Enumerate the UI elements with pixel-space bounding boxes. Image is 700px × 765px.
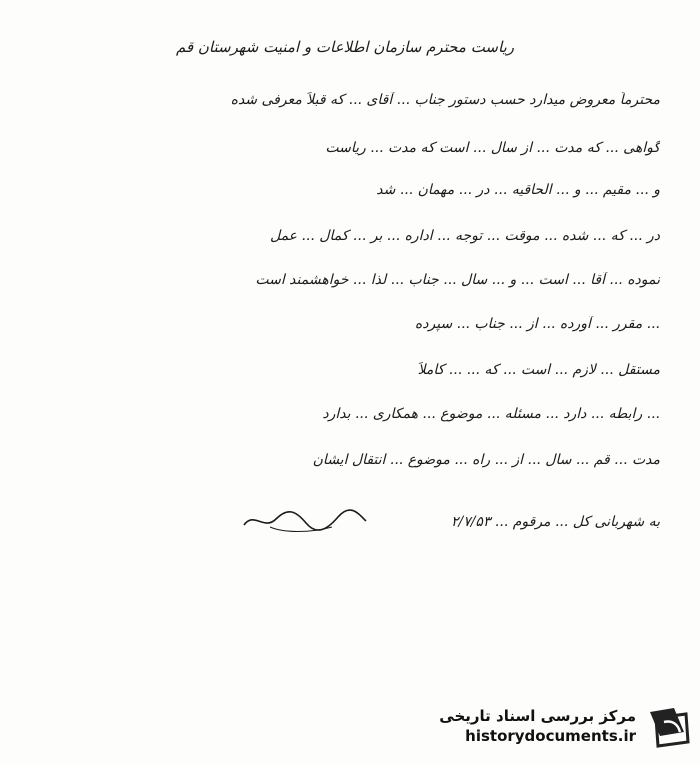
- document-line: ... مقرر ... آورده ... از ... جناب ... سپرده: [414, 316, 660, 332]
- closing-line: به شهربانی کل ... مرقوم ... ۲/۷/۵۳: [450, 514, 660, 530]
- document-line: نموده ... آقا ... است ... و ... سال ... جناب ... لذا ... خواهشمند است: [255, 272, 660, 288]
- document-title: ریاست محترم سازمان اطلاعات و امنیت شهرستان قم: [176, 38, 514, 56]
- watermark-url: historydocuments.ir: [465, 727, 636, 745]
- document-line: ... رابطه ... دارد ... مسئله ... موضوع ... همکاری ... بدارد: [322, 406, 660, 422]
- handwritten-signature: [240, 505, 370, 535]
- document-line: مستقل ... لازم ... است ... که ... ... کاملاً: [417, 362, 660, 378]
- document-line: در ... که ... شده ... موقت ... توجه ... اداره ... بر ... کمال ... عمل: [269, 228, 660, 244]
- document-line: محترماً معروض میدارد حسب دستور جناب ... آقای ... که قبلاً معرفی شده: [230, 92, 660, 108]
- document-line: و ... مقیم ... و ... الحاقیه ... در ... مهمان ... شد: [376, 182, 660, 198]
- watermark-name: مرکز بررسی اسناد تاریخی: [439, 707, 636, 725]
- document-line: مدت ... قم ... سال ... از ... راه ... موضوع ... انتقال ایشان: [312, 452, 660, 468]
- document-line: گواهی ... که مدت ... از سال ... است که مدت ... ریاست: [325, 140, 660, 156]
- archive-logo-icon: [644, 702, 692, 750]
- archive-watermark: [402, 697, 692, 755]
